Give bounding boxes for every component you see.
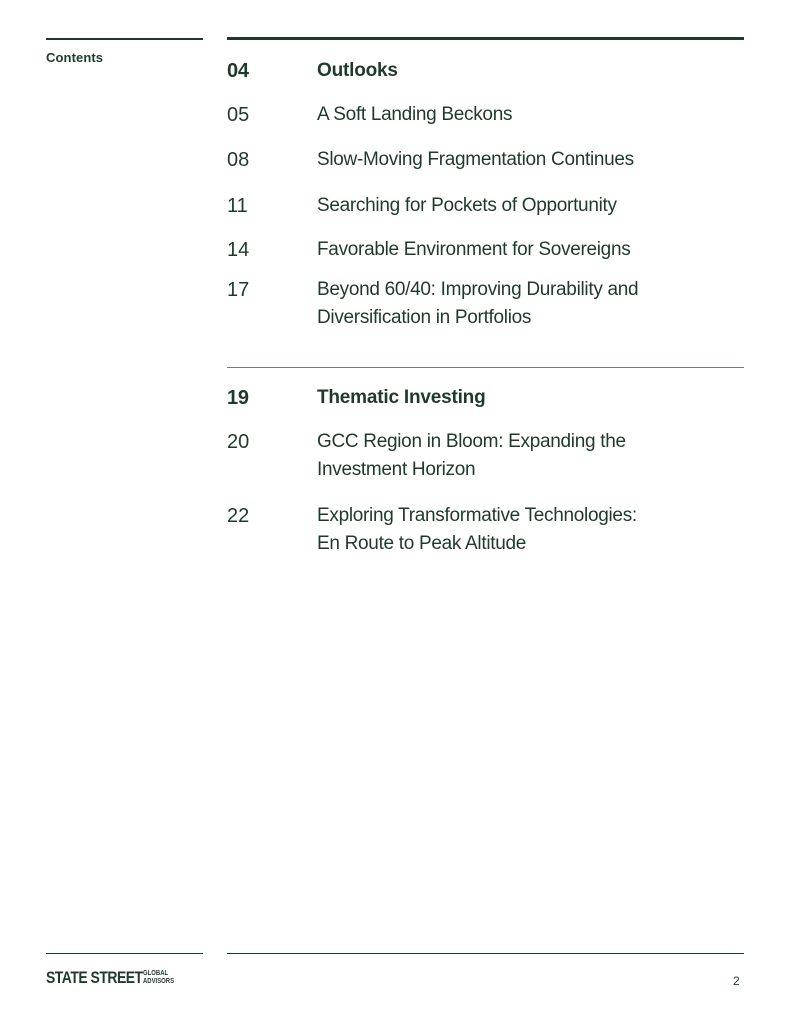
toc-entry-title-line2: Diversification in Portfolios (317, 307, 532, 328)
toc-section-number: 04 (227, 60, 249, 82)
toc-section-outlooks[interactable] (227, 57, 744, 85)
toc-entry-number: 20 (227, 431, 250, 453)
page-number: 2 (733, 974, 740, 988)
toc-entry[interactable] (227, 101, 744, 129)
logo-subtext (143, 970, 174, 986)
toc-entry[interactable] (227, 236, 744, 264)
toc-entry-title: Searching for Pockets of Opportunity (317, 195, 617, 216)
toc-entry-number: 22 (227, 505, 250, 527)
section-divider (227, 367, 744, 368)
toc-section-number: 19 (227, 387, 249, 409)
toc-entry-number: 08 (227, 149, 250, 171)
toc-entry-title: A Soft Landing Beckons (317, 104, 513, 125)
toc-entry-title-line1: Beyond 60/40: Improving Durability and (317, 279, 639, 300)
toc-entry-number: 14 (227, 239, 250, 261)
logo-sub-line1: GLOBAL (143, 970, 169, 977)
toc-entry-number: 05 (227, 104, 250, 126)
toc-section-title: Thematic Investing (317, 387, 486, 408)
toc-entry[interactable] (227, 276, 744, 332)
toc-entry-number: 17 (227, 279, 250, 301)
toc-entry[interactable] (227, 428, 744, 484)
toc-entry[interactable] (227, 502, 744, 558)
logo-wordmark: STATE STREET (46, 968, 143, 987)
toc-entry-title-line2: Investment Horizon (317, 459, 476, 480)
footer-right-rule (227, 953, 744, 954)
toc-entry-title-line2: En Route to Peak Altitude (317, 533, 527, 554)
logo-sub-line2: ADVISORS (143, 978, 175, 985)
toc-entry[interactable] (227, 192, 744, 220)
toc-entry-title: Slow-Moving Fragmentation Continues (317, 149, 634, 170)
sidebar-top-rule (46, 38, 203, 40)
contents-heading: Contents (46, 50, 104, 65)
toc-entry[interactable] (227, 146, 744, 174)
toc-entry-title-line1: GCC Region in Bloom: Expanding the (317, 431, 626, 452)
toc-top-rule (227, 37, 744, 40)
toc-entry-number: 11 (227, 195, 248, 217)
toc-entry-title: Favorable Environment for Sovereigns (317, 239, 631, 260)
toc-entry-title-line1: Exploring Transformative Technologies: (317, 505, 637, 526)
footer-left-rule (46, 953, 203, 954)
toc-section-thematic-investing[interactable] (227, 384, 744, 412)
state-street-logo (46, 968, 175, 988)
toc-section-title: Outlooks (317, 60, 398, 81)
